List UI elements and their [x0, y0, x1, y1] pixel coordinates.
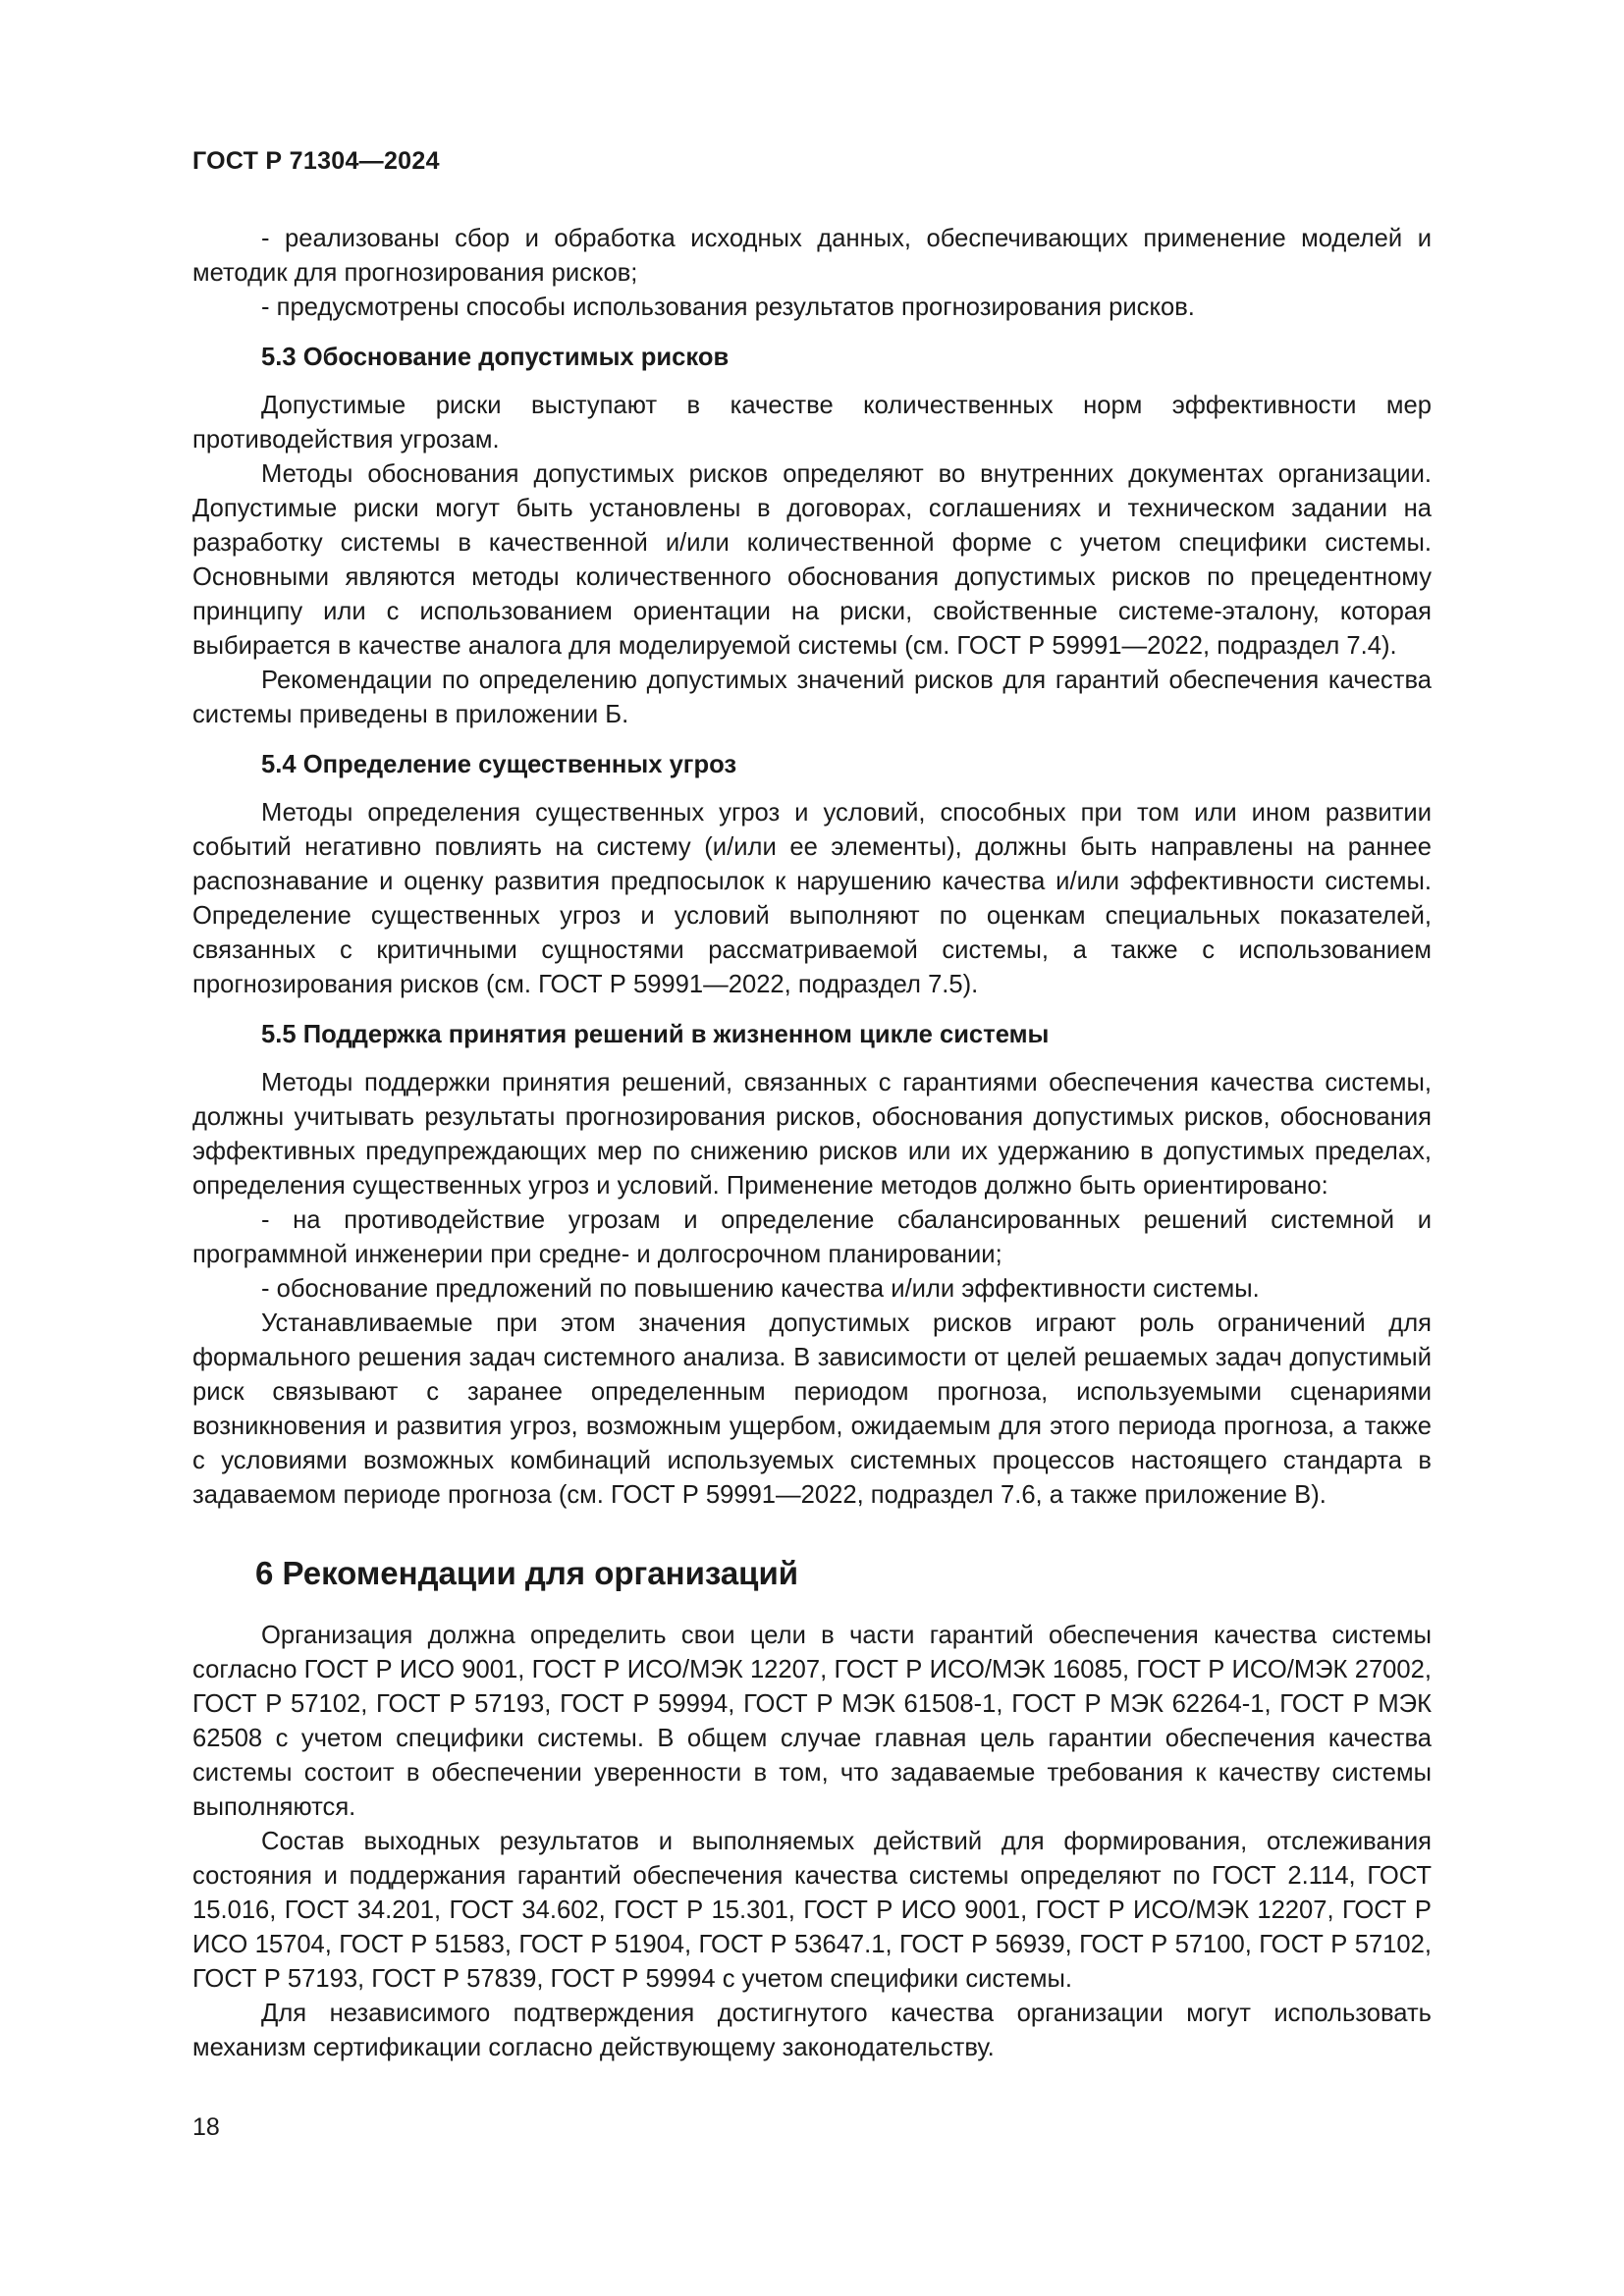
section-5-3-paragraph-3: Рекомендации по определению допустимых значений рисков для гарантий обеспечения качества системы приведены в приложении Б. [192, 667, 1432, 728]
section-6-paragraph-1: Организация должна определить свои цели в части гарантий обеспечения качества системы согласно ГОСТ Р ИСО 9001, ГОСТ Р ИСО/МЭК 12207, ГОСТ Р ИСО/МЭК 16085, ГОСТ Р ИСО/МЭК 27002, ГОСТ Р 57102, ГОСТ Р 57193, ГОСТ Р 59994, ГОСТ Р МЭК 61508-1, ГОСТ Р МЭК 62264-1, ГОСТ Р МЭК 62508 с учетом специфики системы. В общем случае главная цель гарантии обеспечения качества системы состоит в обеспечении уверенности в том, что задаваемые требования к качеству системы выполняются. [192, 1622, 1432, 1821]
section-5-4-heading: 5.4 Определение существенных угроз [261, 751, 737, 778]
page-number: 18 [192, 2113, 220, 2141]
section-5-5-heading: 5.5 Поддержка принятия решений в жизненном цикле системы [261, 1021, 1050, 1048]
section-5-3-heading: 5.3 Обоснование допустимых рисков [261, 344, 730, 371]
section-5-3-paragraph-1: Допустимые риски выступают в качестве количественных норм эффективности мер противодействия угрозам. [192, 392, 1432, 454]
section-5-3-paragraph-2: Методы обоснования допустимых рисков определяют во внутренних документах организации. Допустимые риски могут быть установлены в договорах, соглашениях и техническом задании на разработку системы в качественной и/или количественной форме с учетом специфики системы. Основными являются методы количественного обоснования допустимых рисков по прецедентному принципу или с использованием ориентации на риски, свойственные системе-эталону, которая выбирается в качестве аналога для моделируемой системы (см. ГОСТ Р 59991—2022, подраздел 7.4). [192, 460, 1432, 660]
document-code-header: ГОСТ Р 71304—2024 [192, 147, 440, 175]
section-6-heading: 6 Рекомендации для организаций [255, 1555, 799, 1591]
intro-paragraph-2: - предусмотрены способы использования результатов прогнозирования рисков. [261, 294, 1195, 321]
section-5-5-paragraph-1: Методы поддержки принятия решений, связанных с гарантиями обеспечения качества системы, должны учитывать результаты прогнозирования рисков, обоснования допустимых рисков, обоснования эффективных предупреждающих мер по снижению рисков или их удержанию в допустимых пределах, определения существенных угроз и условий. Применение методов должно быть ориентировано: [192, 1069, 1432, 1200]
section-5-5-list-item-1: - на противодействие угрозам и определение сбалансированных решений системной и программной инженерии при средне- и долгосрочном планировании; [192, 1206, 1432, 1268]
intro-paragraph-1: - реализованы сбор и обработка исходных данных, обеспечивающих применение моделей и методик для прогнозирования рисков; [192, 225, 1432, 287]
section-6-paragraph-2: Состав выходных результатов и выполняемых действий для формирования, отслеживания состояния и поддержания гарантий обеспечения качества системы определяют по ГОСТ 2.114, ГОСТ 15.016, ГОСТ 34.201, ГОСТ 34.602, ГОСТ Р 15.301, ГОСТ Р ИСО 9001, ГОСТ Р ИСО/МЭК 12207, ГОСТ Р ИСО 15704, ГОСТ Р 51583, ГОСТ Р 51904, ГОСТ Р 53647.1, ГОСТ Р 56939, ГОСТ Р 57100, ГОСТ Р 57102, ГОСТ Р 57193, ГОСТ Р 57839, ГОСТ Р 59994 с учетом специфики системы. [192, 1828, 1432, 1993]
section-5-5-paragraph-2: Устанавливаемые при этом значения допустимых рисков играют роль ограничений для формального решения задач системного анализа. В зависимости от целей решаемых задач допустимый риск связывают с заранее определенным периодом прогноза, используемыми сценариями возникновения и развития угроз, возможным ущербом, ожидаемым для этого периода прогноза, а также с условиями возможных комбинаций используемых системных процессов настоящего стандарта в задаваемом периоде прогноза (см. ГОСТ Р 59991—2022, подраздел 7.6, а также приложение В). [192, 1309, 1432, 1509]
document-body [192, 222, 1432, 2065]
section-5-5-list-item-2: - обоснование предложений по повышению качества и/или эффективности системы. [261, 1275, 1260, 1303]
section-6-paragraph-3: Для независимого подтверждения достигнутого качества организации могут использовать механизм сертификации согласно действующему законодательству. [192, 2000, 1432, 2061]
section-5-4-paragraph-1: Методы определения существенных угроз и условий, способных при том или ином развитии событий негативно повлиять на систему (и/или ее элементы), должны быть направлены на раннее распознавание и оценку развития предпосылок к нарушению качества и/или эффективности системы. Определение существенных угроз и условий выполняют по оценкам специальных показателей, связанных с критичными сущностями рассматриваемой системы, а также с использованием прогнозирования рисков (см. ГОСТ Р 59991—2022, подраздел 7.5). [192, 799, 1432, 998]
